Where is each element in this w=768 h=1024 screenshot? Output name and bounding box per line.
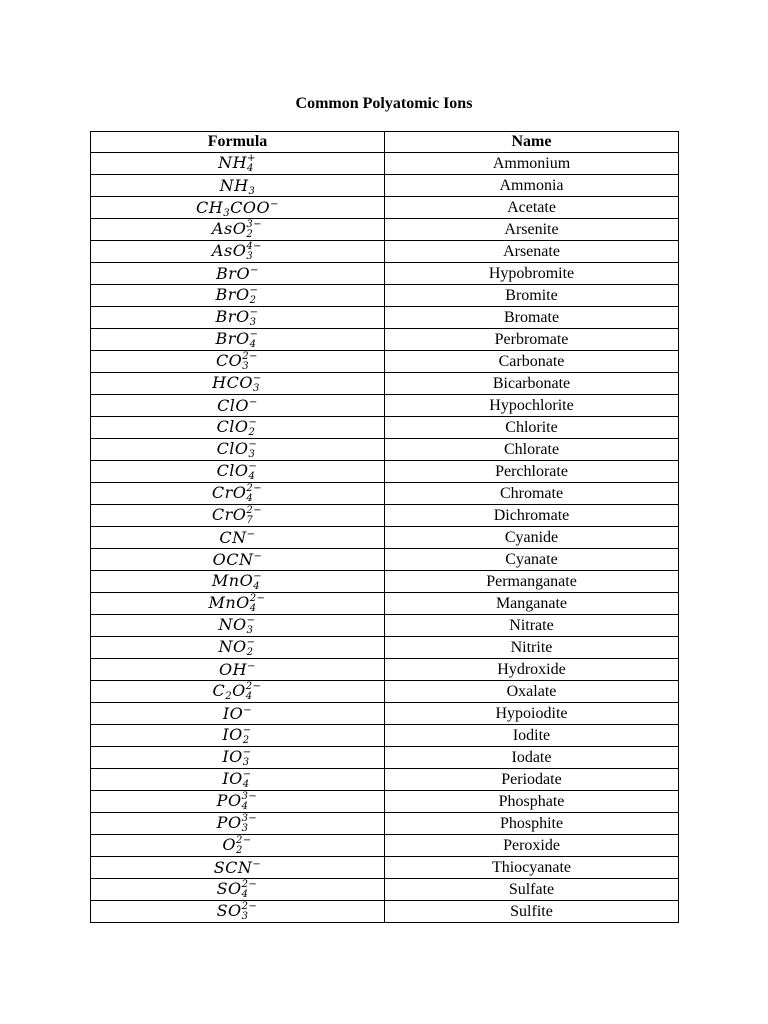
formula-cell: $NH_3$ <box>91 175 385 197</box>
name-cell: Ammonium <box>385 153 679 175</box>
formula-cell: MnO 2− 4 <box>91 593 385 615</box>
formula-cell: PO 3− 3 <box>91 813 385 835</box>
name-cell: Hypochlorite <box>385 395 679 417</box>
table-row <box>91 439 679 461</box>
name-cell: Perchlorate <box>385 461 679 483</box>
table-header-row <box>91 132 679 153</box>
name-cell: Acetate <box>385 197 679 219</box>
formula-cell: SO 2− 4 <box>91 879 385 901</box>
formula-cell: SCN− <box>91 857 385 879</box>
formula-cell: ClO − 2 <box>91 417 385 439</box>
table-row <box>91 219 679 241</box>
name-cell: Sulfate <box>385 879 679 901</box>
formula-cell: MnO − 4 <box>91 571 385 593</box>
name-cell: Sulfite <box>385 901 679 923</box>
formula-cell: $C_2O$ 2− 4 <box>91 681 385 703</box>
name-cell: Ammonia <box>385 175 679 197</box>
name-cell: Iodite <box>385 725 679 747</box>
name-cell: Nitrate <box>385 615 679 637</box>
name-cell: Peroxide <box>385 835 679 857</box>
formula-cell: $CH_3COO^-$ <box>91 197 385 219</box>
formula-cell: CO 2− 3 <box>91 351 385 373</box>
formula-cell: ClO− <box>91 395 385 417</box>
name-cell: Hypobromite <box>385 263 679 285</box>
table-row <box>91 285 679 307</box>
table-row <box>91 637 679 659</box>
table-row <box>91 571 679 593</box>
formula-cell: CN− <box>91 527 385 549</box>
table-row <box>91 263 679 285</box>
formula-cell: IO − 4 <box>91 769 385 791</box>
table-body <box>91 153 679 923</box>
table-row <box>91 527 679 549</box>
table-row <box>91 791 679 813</box>
table-row <box>91 813 679 835</box>
formula-cell: HCO − 3 <box>91 373 385 395</box>
table-row <box>91 725 679 747</box>
table-row <box>91 241 679 263</box>
name-cell: Manganate <box>385 593 679 615</box>
table-row <box>91 857 679 879</box>
polyatomic-ions-table <box>90 131 679 923</box>
formula-cell: NH + 4 <box>91 153 385 175</box>
table-row <box>91 373 679 395</box>
formula-cell: AsO 3− 2 <box>91 219 385 241</box>
table-row <box>91 329 679 351</box>
table-row <box>91 593 679 615</box>
formula-cell: ClO − 3 <box>91 439 385 461</box>
formula-cell: PO 3− 4 <box>91 791 385 813</box>
formula-cell: ClO − 4 <box>91 461 385 483</box>
name-cell: Bromite <box>385 285 679 307</box>
name-cell: Periodate <box>385 769 679 791</box>
name-cell: Bromate <box>385 307 679 329</box>
formula-cell: NO − 3 <box>91 615 385 637</box>
name-cell: Bicarbonate <box>385 373 679 395</box>
table-row <box>91 901 679 923</box>
name-cell: Phosphite <box>385 813 679 835</box>
name-column-header: Name <box>385 132 679 153</box>
name-cell: Thiocyanate <box>385 857 679 879</box>
table-row <box>91 483 679 505</box>
formula-column-header: Formula <box>91 132 385 153</box>
table-row <box>91 153 679 175</box>
name-cell: Cyanate <box>385 549 679 571</box>
formula-cell: BrO− <box>91 263 385 285</box>
table-row <box>91 395 679 417</box>
name-cell: Arsenite <box>385 219 679 241</box>
name-cell: Nitrite <box>385 637 679 659</box>
name-cell: Chlorite <box>385 417 679 439</box>
table-row <box>91 175 679 197</box>
name-cell: Carbonate <box>385 351 679 373</box>
table-row <box>91 769 679 791</box>
formula-cell: BrO − 3 <box>91 307 385 329</box>
table-row <box>91 835 679 857</box>
formula-cell: NO − 2 <box>91 637 385 659</box>
formula-cell: OH− <box>91 659 385 681</box>
formula-cell: IO− <box>91 703 385 725</box>
table-row <box>91 417 679 439</box>
name-cell: Phosphate <box>385 791 679 813</box>
name-cell: Perbromate <box>385 329 679 351</box>
name-cell: Dichromate <box>385 505 679 527</box>
table-row <box>91 461 679 483</box>
table-row <box>91 659 679 681</box>
formula-cell: BrO − 4 <box>91 329 385 351</box>
name-cell: Chlorate <box>385 439 679 461</box>
table-row <box>91 681 679 703</box>
table-row <box>91 307 679 329</box>
table-row <box>91 197 679 219</box>
formula-cell: CrO 2− 4 <box>91 483 385 505</box>
name-cell: Arsenate <box>385 241 679 263</box>
table-row <box>91 505 679 527</box>
table-row <box>91 615 679 637</box>
name-cell: Permanganate <box>385 571 679 593</box>
document-title: Common Polyatomic Ions <box>295 95 473 112</box>
table-row <box>91 747 679 769</box>
name-cell: Hydroxide <box>385 659 679 681</box>
table-row <box>91 549 679 571</box>
formula-cell: OCN− <box>91 549 385 571</box>
name-cell: Chromate <box>385 483 679 505</box>
table-row <box>91 879 679 901</box>
table-row <box>91 351 679 373</box>
name-cell: Oxalate <box>385 681 679 703</box>
table-row <box>91 703 679 725</box>
formula-cell: BrO − 2 <box>91 285 385 307</box>
formula-cell: SO 2− 3 <box>91 901 385 923</box>
formula-cell: AsO 4− 3 <box>91 241 385 263</box>
name-cell: Iodate <box>385 747 679 769</box>
formula-cell: IO − 3 <box>91 747 385 769</box>
name-cell: Hypoiodite <box>385 703 679 725</box>
formula-cell: CrO 2− 7 <box>91 505 385 527</box>
formula-cell: IO − 2 <box>91 725 385 747</box>
name-cell: Cyanide <box>385 527 679 549</box>
formula-cell: O 2− 2 <box>91 835 385 857</box>
